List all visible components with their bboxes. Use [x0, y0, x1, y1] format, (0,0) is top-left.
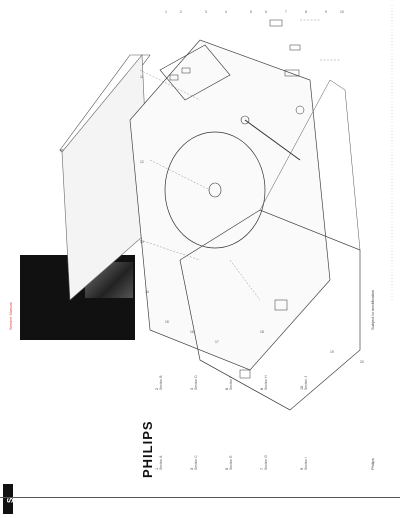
- brand-logo: PHILIPS: [140, 420, 155, 478]
- callout-number: 12: [140, 160, 144, 164]
- callout-number: 17: [215, 340, 219, 344]
- section-number: 10: [300, 385, 304, 390]
- section-label: Section B: [159, 375, 163, 390]
- callout-number: 5: [250, 10, 252, 14]
- callout-number: 20: [360, 360, 364, 364]
- section-number: 3: [190, 467, 194, 470]
- callout-number: 1: [165, 10, 167, 14]
- print-code: S: [6, 497, 15, 503]
- callout-number: 3: [205, 10, 207, 14]
- footer-right-text: Subject to modification: [370, 289, 375, 330]
- callout-number: 14: [145, 290, 149, 294]
- callout-number: 11: [140, 75, 144, 79]
- callout-number: 7: [285, 10, 287, 14]
- section-label: Section E: [229, 455, 233, 470]
- section-label: Section A: [159, 455, 163, 470]
- section-label: Section D: [194, 375, 198, 390]
- callout-number: 9: [325, 10, 327, 14]
- deck-plate: [130, 40, 330, 370]
- callout-number: 16: [190, 330, 194, 334]
- callout-number: 4: [225, 10, 227, 14]
- callout-number: 10: [340, 10, 344, 14]
- section-number: 8: [260, 387, 264, 390]
- section-number: 2: [155, 387, 159, 390]
- callout-number: 8: [305, 10, 307, 14]
- callout-number: 19: [330, 350, 334, 354]
- callout-number: 15: [165, 320, 169, 324]
- section-label: Section J: [304, 376, 308, 390]
- section-number: 9: [300, 467, 304, 470]
- callout-number: 13: [140, 240, 144, 244]
- section-number: 1: [155, 467, 159, 470]
- section-label: Section I: [304, 456, 308, 470]
- callout-number: 2: [180, 10, 182, 14]
- red-vertical-note: Service Manual: [8, 302, 13, 330]
- section-label: Section G: [264, 455, 268, 470]
- section-label: Section H: [264, 375, 268, 390]
- section-label: Section F: [229, 375, 233, 390]
- callout-number: 6: [265, 10, 267, 14]
- section-number: 6: [225, 387, 229, 390]
- section-number: 7: [260, 467, 264, 470]
- section-label: Section C: [194, 455, 198, 470]
- section-number: 5: [225, 467, 229, 470]
- callout-number: 18: [260, 330, 264, 334]
- footer-left-text: Philips: [370, 458, 375, 470]
- section-number: 4: [190, 387, 194, 390]
